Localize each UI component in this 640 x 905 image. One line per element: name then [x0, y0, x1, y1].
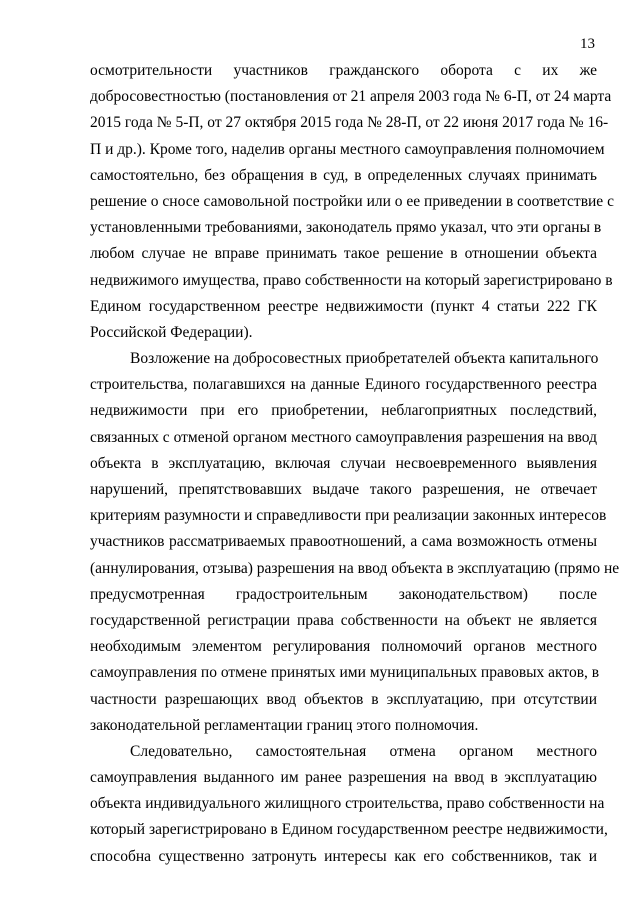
text-line: решение о сносе самовольной постройки или о ее приведении в соответствие с [90, 192, 614, 210]
text-line: государственной регистрации права собственности на объект не является [90, 611, 597, 629]
text-line: частности разрешающих ввод объектов в эксплуатацию, при отсутствии [90, 690, 597, 708]
text-line: законодательной регламентации границ этого полномочия. [90, 716, 479, 734]
text-line: (аннулирования, отзыва) разрешения на ввод объекта в эксплуатацию (прямо не [90, 559, 620, 577]
text-line: Возложение на добросовестных приобретателей объекта капитального [130, 350, 599, 368]
text-line: способна существенно затронуть интересы как его собственников, так и [90, 847, 597, 865]
text-line: необходимым элементом регулирования полномочий органов местного [90, 638, 597, 656]
text-line: Российской Федерации). [90, 323, 253, 341]
text-line: добросовестностью (постановления от 21 апреля 2003 года № 6-П, от 24 марта [90, 88, 612, 106]
text-line: предусмотренная градостроительным законодательством) после [90, 585, 597, 603]
text-line: объекта индивидуального жилищного строительства, право собственности на [90, 795, 605, 813]
document-body [90, 58, 620, 870]
text-line: самоуправления по отмене принятых ими муниципальных правовых актов, в [90, 664, 600, 682]
text-line: связанных с отменой органом местного самоуправления разрешения на ввод [90, 428, 597, 446]
text-line: самоуправления выданного им ранее разрешения на ввод в эксплуатацию [90, 769, 597, 787]
text-line: нарушений, препятствовавших выдаче такого разрешения, не отвечает [90, 481, 597, 498]
text-line: 2015 года № 5-П, от 27 октября 2015 года № 28-П, от 22 июня 2017 года № 16- [90, 114, 609, 132]
text-line: любом случае не вправе принимать такое решение в отношении объекта [90, 245, 597, 263]
text-line: Следовательно, самостоятельная отмена органом местного [130, 742, 597, 760]
text-line: недвижимого имущества, право собственности на который зарегистрировано в [90, 271, 613, 289]
text-line: установленными требованиями, законодатель прямо указал, что эти органы в [90, 219, 602, 237]
text-line: который зарегистрировано в Едином государственном реестре недвижимости, [90, 821, 608, 839]
text-line: недвижимости при его приобретении, неблагоприятных последствий, [90, 402, 597, 420]
text-line: самостоятельно, без обращения в суд, в определенных случаях принимать [90, 166, 597, 184]
text-line: Едином государственном реестре недвижимости (пункт 4 статьи 222 ГК [90, 297, 597, 315]
text-line: строительства, полагавшихся на данные Единого государственного реестра [90, 376, 597, 394]
page-number: 13 [580, 36, 595, 52]
text-line: объекта в эксплуатацию, включая случаи несвоевременного выявления [90, 454, 597, 472]
text-line: П и др.). Кроме того, наделив органы местного самоуправления полномочием [90, 140, 605, 158]
text-line: критериям разумности и справедливости при реализации законных интересов [90, 507, 607, 525]
text-line: участников рассматриваемых правоотношений, а сама возможность отмены [90, 533, 597, 551]
text-line: осмотрительности участников гражданского оборота с их же [90, 62, 597, 79]
